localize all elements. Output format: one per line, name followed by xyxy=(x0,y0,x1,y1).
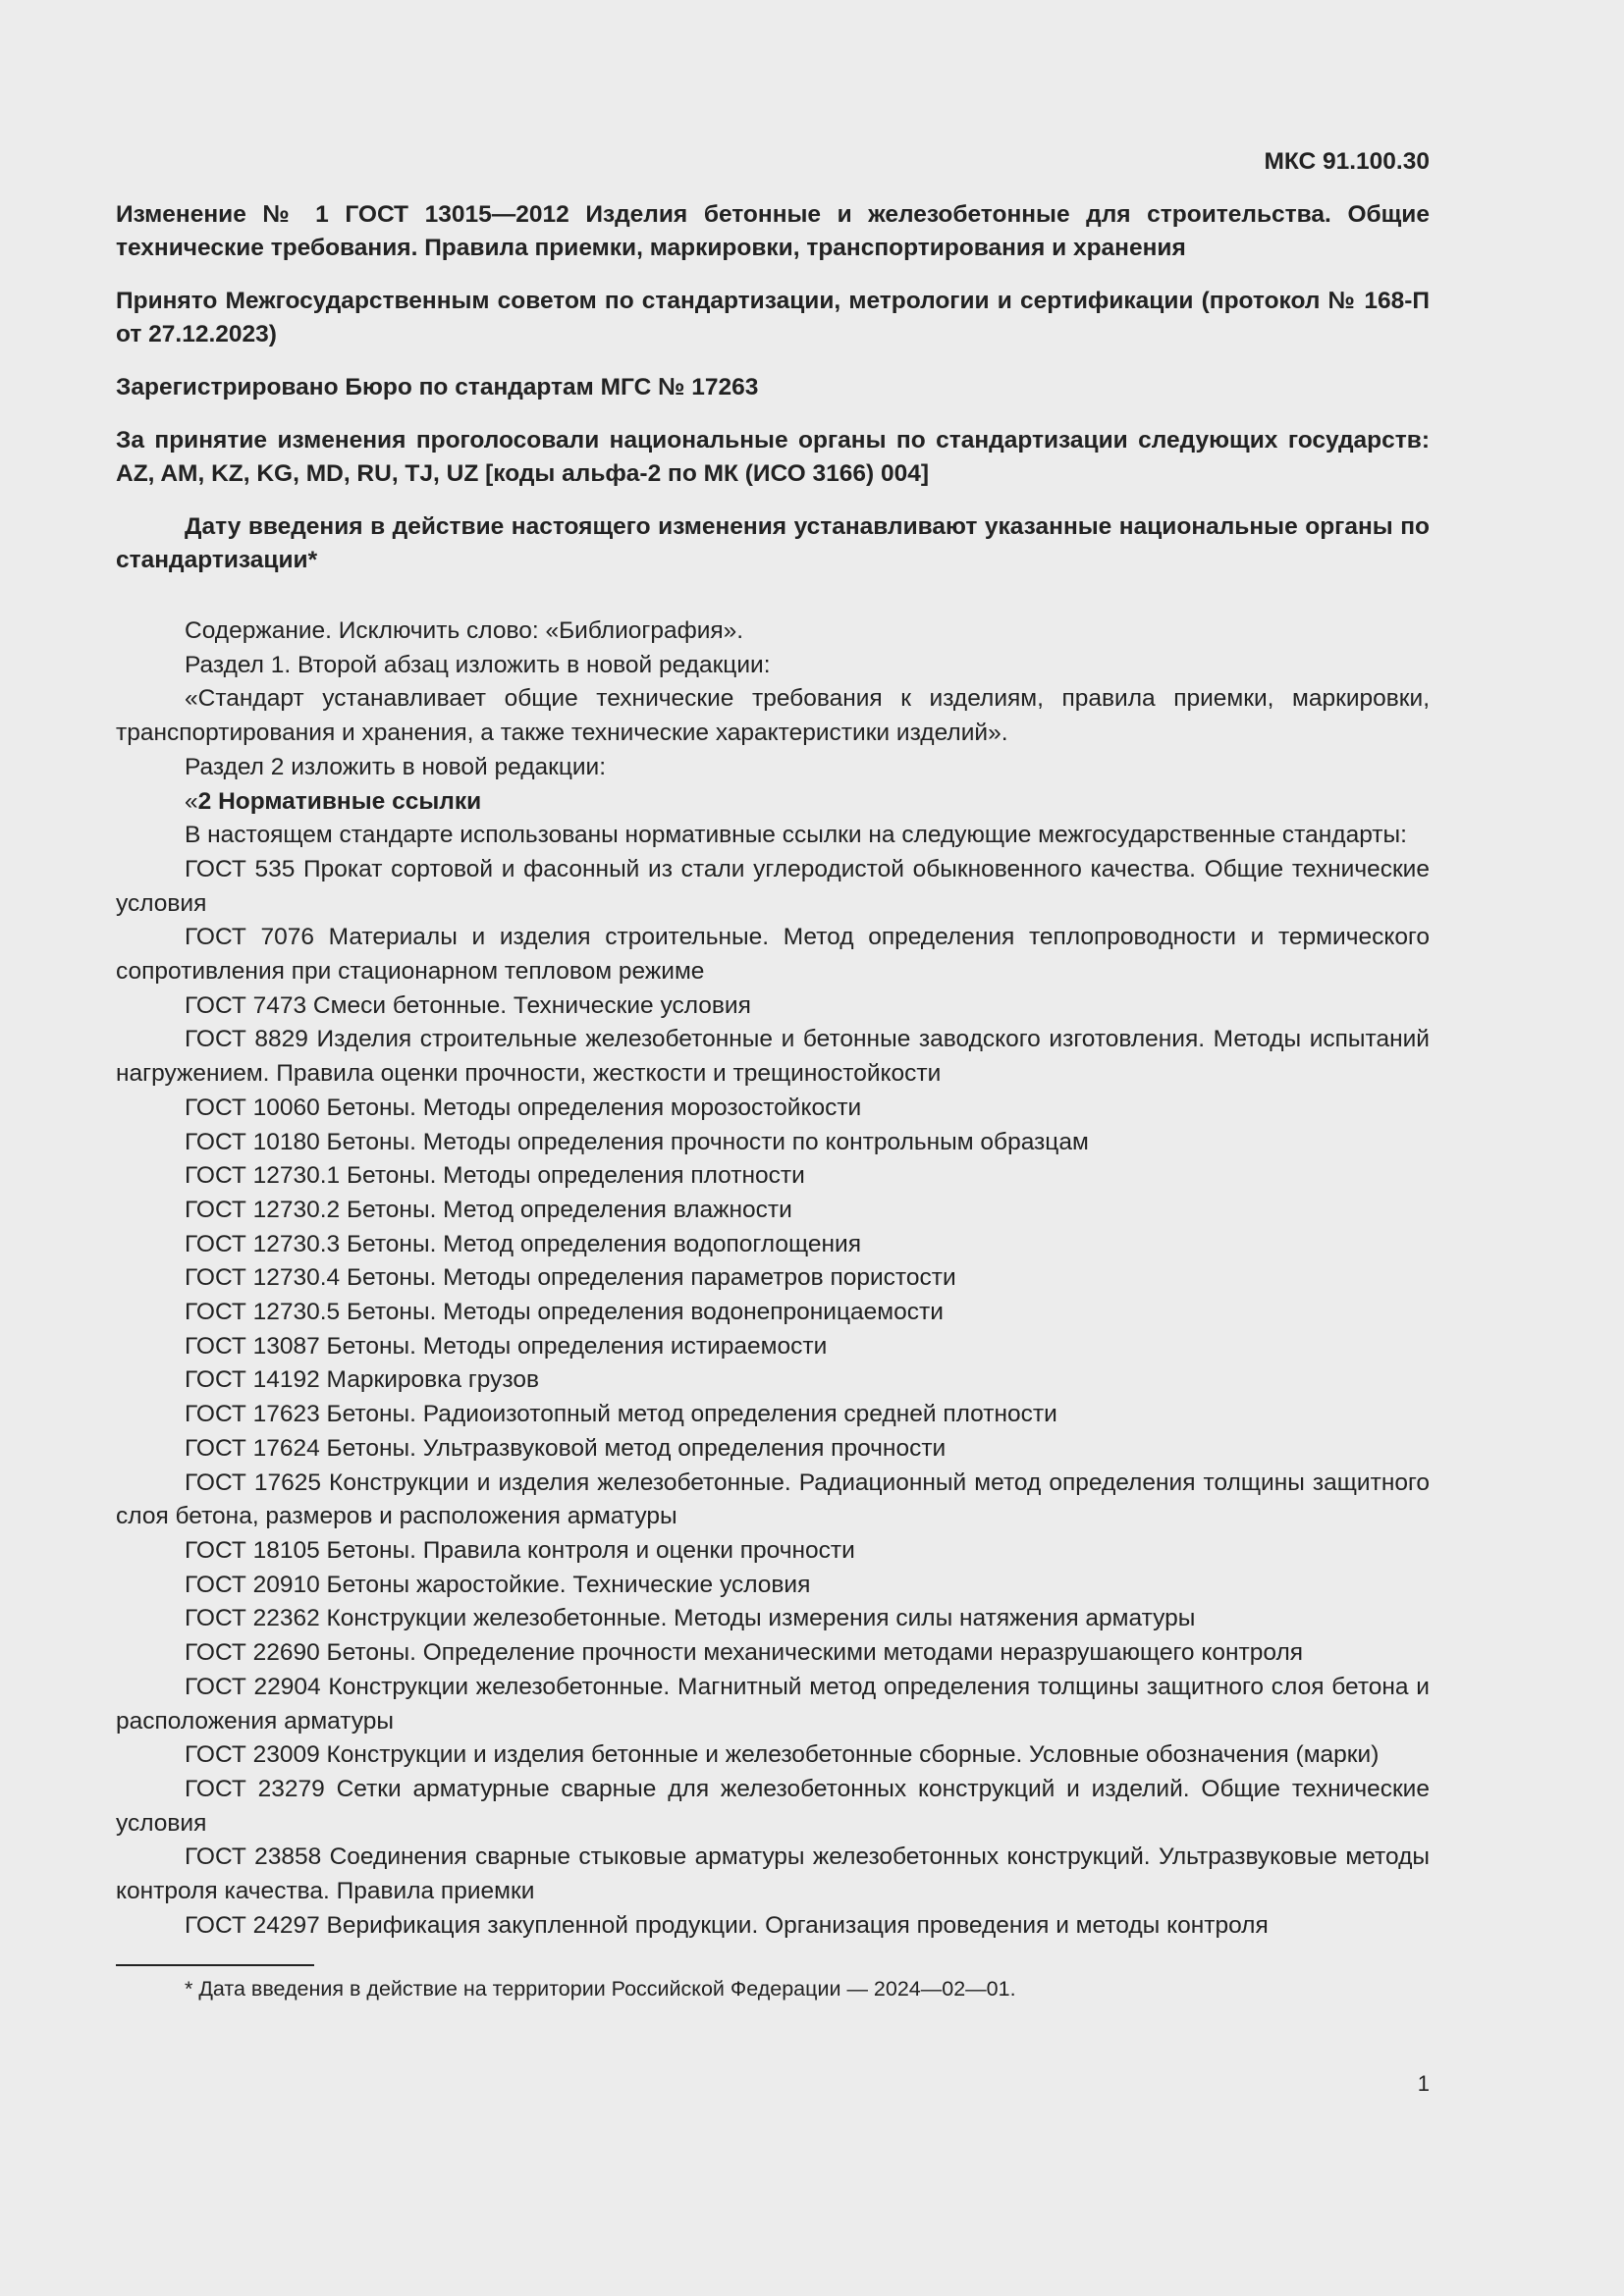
reference-item: ГОСТ 23009 Конструкции и изделия бетонные и железобетонные сборные. Условные обозначения (марки) xyxy=(185,1741,1380,1769)
reference-item: ГОСТ 17623 Бетоны. Радиоизотопный метод определения средней плотности xyxy=(185,1401,1057,1428)
document-page xyxy=(116,145,1430,2003)
footnote-rule xyxy=(116,1964,314,1966)
reference-item: ГОСТ 12730.1 Бетоны. Методы определения плотности xyxy=(185,1162,805,1190)
reference-item: ГОСТ 12730.2 Бетоны. Метод определения влажности xyxy=(185,1196,792,1223)
reference-item: ГОСТ 22362 Конструкции железобетонные. Методы измерения силы натяжения арматуры xyxy=(185,1605,1196,1632)
body-paragraph: Содержание. Исключить слово: «Библиография». xyxy=(185,617,744,644)
reference-item: ГОСТ 22690 Бетоны. Определение прочности механическими методами неразрушающего контроля xyxy=(185,1639,1304,1667)
voting-statement: За принятие изменения проголосовали национальные органы по стандартизации следующих государств: AZ, AM, KZ, KG, MD, RU, TJ, UZ [коды альфа-2 по МК (ИСО 3166) 004] xyxy=(116,427,1430,487)
reference-item: ГОСТ 17624 Бетоны. Ультразвуковой метод определения прочности xyxy=(185,1434,947,1462)
reference-item: ГОСТ 20910 Бетоны жаростойкие. Технические условия xyxy=(185,1571,811,1598)
reference-list xyxy=(116,853,1430,1944)
section-heading xyxy=(116,785,1430,820)
effective-date-statement: Дату введения в действие настоящего изменения устанавливают указанные национальные органы по стандартизации* xyxy=(116,513,1430,573)
section-title: 2 Нормативные ссылки xyxy=(197,787,482,815)
body-paragraph: Раздел 1. Второй абзац изложить в новой редакции: xyxy=(185,651,771,678)
reference-item: ГОСТ 24297 Верификация закупленной продукции. Организация проведения и методы контроля xyxy=(185,1911,1269,1939)
adopted-statement: Принято Межгосударственным советом по стандартизации, метрологии и сертификации (протокол № 168-П от 27.12.2023) xyxy=(116,288,1430,347)
reference-item: ГОСТ 14192 Маркировка грузов xyxy=(185,1366,539,1394)
reference-item: ГОСТ 12730.4 Бетоны. Методы определения параметров пористости xyxy=(185,1264,956,1292)
body-paragraph: Раздел 2 изложить в новой редакции: xyxy=(185,753,607,780)
footnote: * Дата введения в действие на территории Российской Федерации — 2024—02—01. xyxy=(185,1977,1016,2002)
registration-statement: Зарегистрировано Бюро по стандартам МГС № 17263 xyxy=(116,374,759,400)
reference-item: ГОСТ 12730.3 Бетоны. Метод определения водопоглощения xyxy=(185,1230,861,1257)
reference-item: ГОСТ 23858 Соединения сварные стыковые арматуры железобетонных конструкций. Ультразвуковые методы контроля качества. Правила приемки xyxy=(116,1843,1430,1905)
reference-item: ГОСТ 17625 Конструкции и изделия железобетонные. Радиационный метод определения толщины защитного слоя бетона, размеров и расположения арматуры xyxy=(116,1468,1430,1530)
reference-item: ГОСТ 22904 Конструкции железобетонные. Магнитный метод определения толщины защитного слоя бетона и расположения арматуры xyxy=(116,1673,1430,1735)
reference-item: ГОСТ 535 Прокат сортовой и фасонный из стали углеродистой обыкновенного качества. Общие технические условия xyxy=(116,855,1430,917)
amendment-body xyxy=(116,614,1430,1943)
reference-item: ГОСТ 8829 Изделия строительные железобетонные и бетонные заводского изготовления. Методы испытаний нагружением. Правила оценки прочности, жесткости и трещиностойкости xyxy=(116,1026,1430,1088)
reference-item: ГОСТ 10060 Бетоны. Методы определения морозостойкости xyxy=(185,1094,862,1121)
reference-item: ГОСТ 12730.5 Бетоны. Методы определения водонепроницаемости xyxy=(185,1299,944,1326)
open-quote: « xyxy=(185,787,198,815)
mks-code: МКС 91.100.30 xyxy=(1264,148,1430,175)
reference-item: ГОСТ 13087 Бетоны. Методы определения истираемости xyxy=(185,1332,828,1360)
reference-item: ГОСТ 7473 Смеси бетонные. Технические условия xyxy=(185,991,751,1019)
reference-item: ГОСТ 10180 Бетоны. Методы определения прочности по контрольным образцам xyxy=(185,1128,1089,1155)
amendment-title: Изменение № 1 ГОСТ 13015—2012 Изделия бетонные и железобетонные для строительства. Общие технические требования. Правила приемки, маркировки, транспортирования и хранения xyxy=(116,201,1430,261)
reference-item: ГОСТ 23279 Сетки арматурные сварные для железобетонных конструкций и изделий. Общие технические условия xyxy=(116,1775,1430,1837)
body-paragraph: «Стандарт устанавливает общие технические требования к изделиям, правила приемки, маркировки, транспортирования и хранения, а также технические характеристики изделий». xyxy=(116,685,1430,747)
page-number: 1 xyxy=(1417,2071,1430,2096)
body-paragraph: В настоящем стандарте использованы нормативные ссылки на следующие межгосударственные стандарты: xyxy=(185,822,1407,849)
reference-item: ГОСТ 18105 Бетоны. Правила контроля и оценки прочности xyxy=(185,1536,855,1564)
reference-item: ГОСТ 7076 Материалы и изделия строительные. Метод определения теплопроводности и термического сопротивления при стационарном тепловом режиме xyxy=(116,924,1430,986)
